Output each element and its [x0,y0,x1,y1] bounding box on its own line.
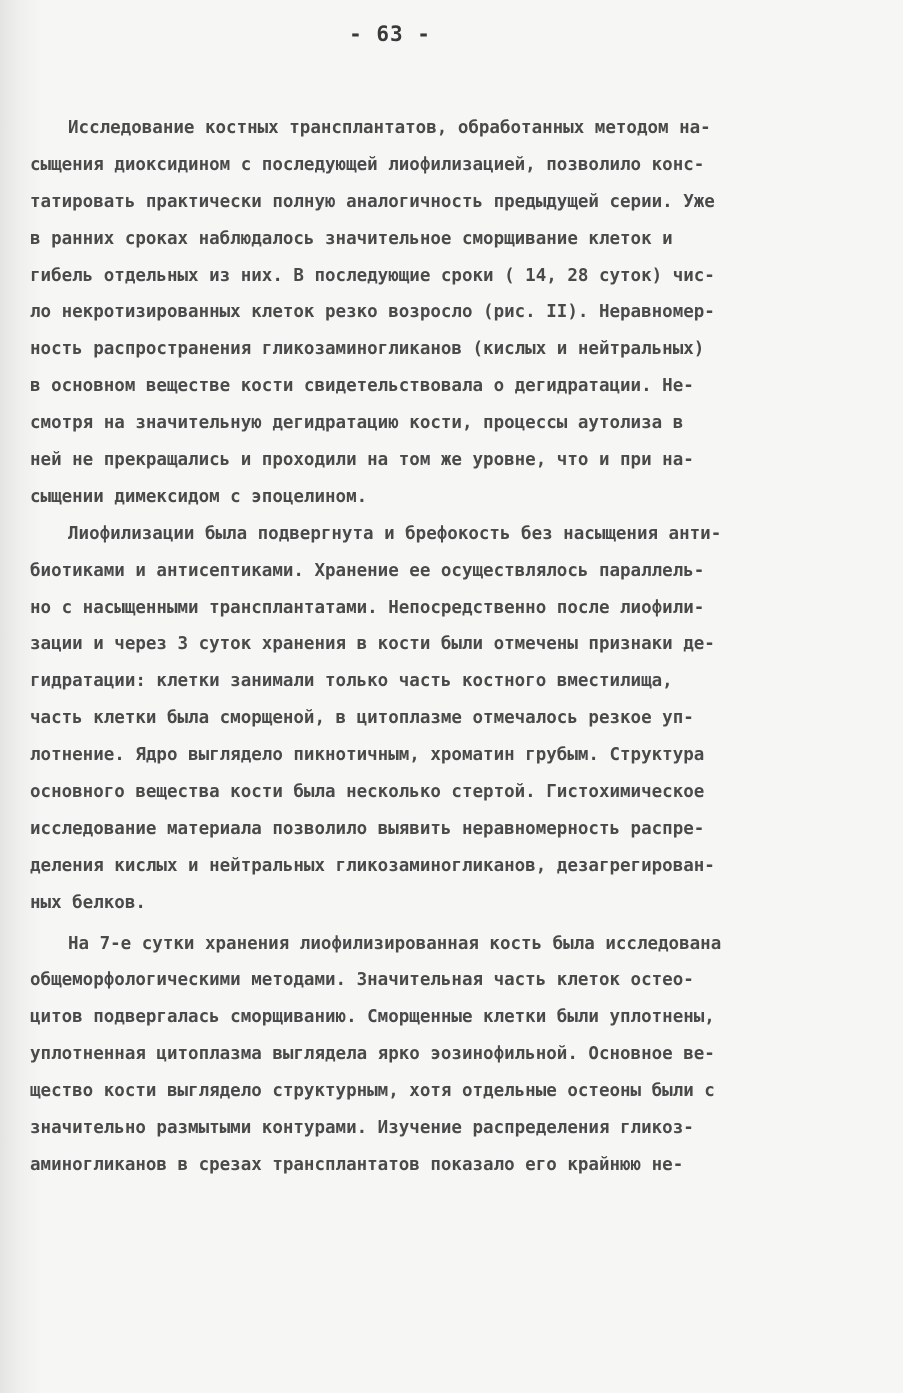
text-line: смотря на значительную дегидратацию кости, процессы аутолиза в [30,413,684,434]
text-line: часть клетки была сморщеной, в цитоплазме отмечалось резкое уп- [30,708,694,729]
paragraph [30,110,875,516]
text-line: сыщения диоксидином с последующей лиофилизацией, позволило конс- [30,154,705,175]
text-line: цитов подвергалась сморщиванию. Сморщенные клетки были уплотнены, [30,1007,715,1028]
text-line: татировать практически полную аналогичность предыдущей серии. Уже [30,191,715,212]
text-line: основного вещества кости была несколько стертой. Гистохимическое [30,782,705,803]
text-line: щество кости выглядело структурным, хотя отдельные остеоны были с [30,1081,715,1102]
paragraph [30,516,875,922]
text-line: ных белков. [30,892,146,913]
text-line: лотнение. Ядро выглядело пикнотичным, хроматин грубым. Структура [30,745,705,766]
text-line: биотиками и антисептиками. Хранение ее осуществлялось параллель- [30,560,705,581]
text-line: ность распространения гликозаминогликанов (кислых и нейтральных) [30,339,705,360]
text-line: общеморфологическими методами. Значительная часть клеток остео- [30,970,694,991]
text-line: уплотненная цитоплазма выглядела ярко эозинофильной. Основное ве- [30,1044,715,1065]
text-line: в основном веществе кости свидетельствовала о дегидратации. Не- [30,376,694,397]
document-body [30,110,875,1184]
page-number: - 63 - [349,22,431,46]
text-line: Исследование костных трансплантатов, обработанных методом на- [68,118,711,138]
text-line: ней не прекращались и проходили на том же уровне, что и при на- [30,450,694,471]
text-line: деления кислых и нейтральных гликозаминогликанов, дезагрегирован- [30,855,715,876]
text-line: исследование материала позволило выявить неравномерность распре- [30,818,705,839]
text-line: гидратации: клетки занимали только часть костного вместилища, [30,671,673,692]
text-line: На 7-е сутки хранения лиофилизированная кость была исследована [68,933,722,954]
text-line: но с насыщенными трансплантатами. Непосредственно после лиофили- [30,597,705,618]
text-line: сыщении димексидом с эпоцелином. [30,486,368,507]
text-line: значительно размытыми контурами. Изучение распределения гликоз- [30,1118,694,1139]
text-line: зации и через 3 суток хранения в кости были отмечены признаки де- [30,634,715,655]
paragraph [30,926,875,1184]
text-line: Лиофилизации была подвергнута и брефокость без насыщения анти- [68,523,722,544]
text-line: ло некротизированных клеток резко возросло (рис. II). Неравномер- [30,302,715,323]
text-line: в ранних сроках наблюдалось значительное сморщивание клеток и [30,228,673,249]
text-line: гибель отдельных из них. В последующие сроки ( 14, 28 суток) чис- [30,265,715,286]
text-line: аминогликанов в срезах трансплантатов показало его крайнюю не- [30,1154,684,1175]
